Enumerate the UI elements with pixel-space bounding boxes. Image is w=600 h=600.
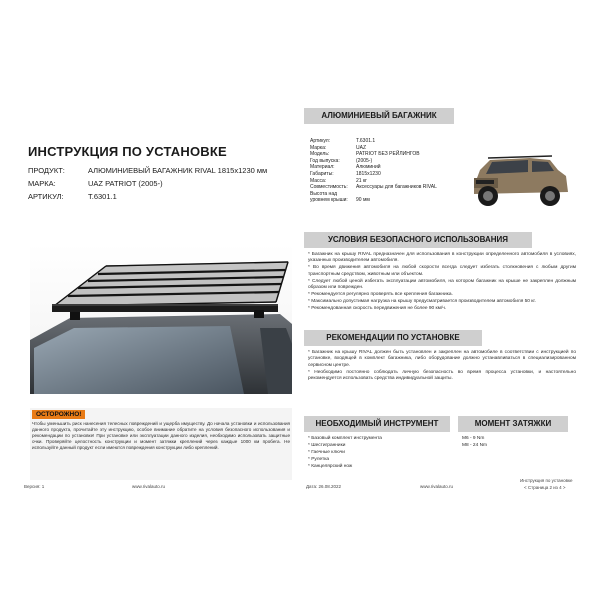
spec-label: Габариты: — [310, 170, 334, 177]
spec-label: Масса: — [310, 177, 327, 184]
install-item: * Багажник на крышу RIVAL должен быть установлен и закреплен на автомобиле в соответствии с инструкцией по установке, входящей в комплект багажника, либо оборудование должно устанавливаться в специализированном сервисном центре. — [308, 350, 576, 368]
footer-version: Версия: 1 — [24, 484, 45, 489]
spec-value: Аксессуары для багажников RIVAL — [356, 184, 437, 191]
safety-item: * Рекомендованная скорость передвижения не более 90 км/ч. — [308, 305, 447, 311]
spec-value: Алюминий — [356, 164, 381, 171]
safety-item: * Во время движения автомобиля на любой скорости всегда следует избегать столкновения с любым другим транспортным средством, животным или объектом. — [308, 265, 576, 277]
footer-site: www.rivalauto.ru — [132, 484, 166, 489]
spec-value: 90 мм — [356, 197, 370, 204]
tool-item: * Гаечные ключи — [308, 449, 345, 455]
safety-list — [308, 252, 576, 313]
warning-text: Чтобы уменьшить риск нанесения телесных повреждений и ущерба имуществу. До начала установки и использования данного продукта, прочитайте эту инструкцию, особое внимание обратите на условия безопасного использования и рекомендации по установке! При установке или эксплуатации данного изделия, необходимо использовать защитные очки. Проверяйте целостность конструкции и момент затяжки креплений через каждые 1000 км пробега. Не используйте данный продукт если имеются повреждения конструкции либо креплений. — [32, 421, 290, 450]
spec-label: Год выпуска: — [310, 157, 340, 164]
product-label: ПРОДУКТ: — [28, 166, 65, 175]
header-install: РЕКОМЕНДАЦИИ ПО УСТАНОВКЕ — [304, 330, 482, 346]
torque-item: M6 - 9 Nm — [462, 436, 485, 441]
warning-box — [30, 408, 292, 480]
spec-row — [310, 164, 446, 171]
page-indicator: < Страница 2 из 4 > — [524, 485, 566, 490]
spec-value: 1815х1230 — [356, 170, 381, 177]
instruction-page-left — [14, 100, 298, 496]
instruction-page-right — [300, 100, 584, 496]
tools-list — [308, 436, 458, 471]
footer-date: Дата: 26.08.2022 — [306, 484, 341, 489]
safety-item: * Рекомендуется регулярно проверять все крепления багажника. — [308, 291, 453, 297]
spec-label: уровнем крыши: — [310, 197, 348, 204]
spec-value: T.6301.1 — [356, 138, 376, 144]
brand-label: МАРКА: — [28, 179, 56, 188]
header-torque: МОМЕНТ ЗАТЯЖКИ — [458, 416, 568, 432]
safety-item: * Максимально допустимая нагрузка на крышу предусматривается производителем автомобиля 50 кг. — [308, 298, 536, 304]
spec-row — [310, 151, 446, 158]
spec-value: (2005-) — [356, 157, 373, 164]
product-row — [28, 166, 267, 175]
install-item: * Необходимо постоянно соблюдать личную безопасность во время процесса установки, и настоятельно рекомендуется использовать средства индивидуальной защиты. — [308, 369, 576, 382]
spec-value: PATRIOT БЕЗ РЕЙЛИНГОВ — [356, 151, 420, 158]
product-value: АЛЮМИНИЕВЫЙ БАГАЖНИК RIVAL 1815х1230 мм — [88, 166, 268, 175]
brand-value: UAZ PATRIOT (2005-) — [88, 179, 163, 188]
torque-item: M8 - 24 Nm — [462, 442, 488, 448]
spec-row — [310, 178, 446, 185]
header-rack: АЛЮМИНИЕВЫЙ БАГАЖНИК — [304, 108, 454, 124]
spec-label: Марка: — [310, 144, 327, 151]
footer-doc-title: Инструкция по установке — [520, 478, 573, 483]
header-tools: НЕОБХОДИМЫЙ ИНСТРУМЕНТ — [304, 416, 450, 432]
safety-item: * Следует любой ценой избегать эксплуатации автомобиля, на котором багажник на крыше не закреплен должным образом или поврежден. — [308, 278, 576, 291]
spec-value: UAZ — [356, 144, 366, 151]
tool-item: * Базовый комплект инструмента — [308, 436, 382, 441]
article-value: T.6301.1 — [88, 192, 117, 201]
spec-label: Модель: — [310, 151, 330, 158]
spec-value — [356, 191, 446, 198]
tool-item: * Шестигранники — [308, 442, 346, 448]
tool-item: * Канцелярский нож — [308, 463, 353, 469]
specs-table — [310, 138, 446, 204]
brand-row — [28, 179, 163, 188]
torque-list — [462, 436, 562, 450]
spec-row — [310, 138, 446, 145]
safety-item: * Багажник на крышу RIVAL предназначен для использования в конструкции определенного автомобиля в условиях, указанных производителем автомобиля. — [308, 252, 576, 264]
page-title: ИНСТРУКЦИЯ ПО УСТАНОВКЕ — [28, 144, 227, 159]
footer-site: www.rivalauto.ru — [420, 484, 454, 489]
warning-label: ОСТОРОЖНО! — [32, 410, 85, 419]
install-list — [308, 350, 576, 383]
article-row — [28, 192, 117, 201]
spec-row — [310, 191, 446, 198]
spec-row — [310, 184, 446, 191]
spec-label: Совместимость: — [310, 184, 348, 191]
roof-rack-illustration — [30, 244, 292, 394]
header-safety: УСЛОВИЯ БЕЗОПАСНОГО ИСПОЛЬЗОВАНИЯ — [304, 232, 532, 248]
roof-rack-photo — [30, 244, 292, 394]
spec-label: Артикул: — [310, 138, 331, 144]
article-label: АРТИКУЛ: — [28, 192, 64, 201]
spec-label: Высота над — [310, 190, 338, 197]
spec-value: 21 кг — [356, 177, 367, 184]
spec-row — [310, 171, 446, 178]
tool-item: * Рулетка — [308, 456, 330, 462]
uaz-patriot-photo — [468, 146, 572, 212]
spec-row — [310, 197, 446, 204]
spec-label: Материал: — [310, 164, 335, 171]
